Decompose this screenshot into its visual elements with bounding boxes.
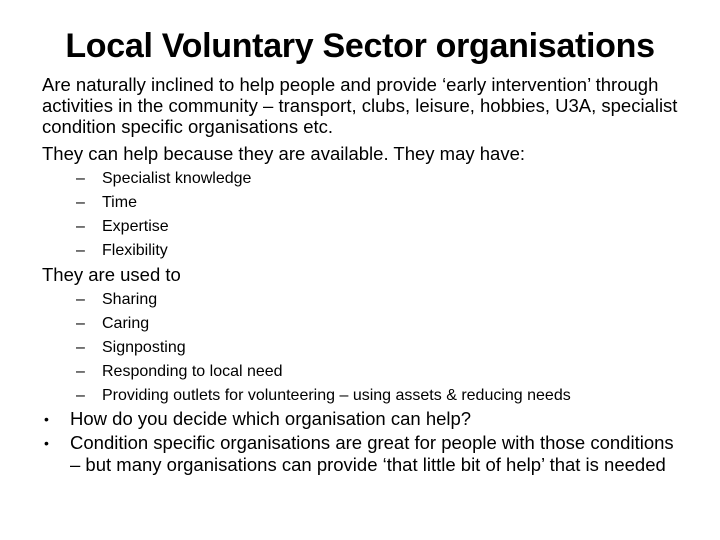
bullet-text: How do you decide which organisation can help? xyxy=(70,408,472,429)
intro-paragraph xyxy=(42,74,692,137)
list-item-label: Specialist knowledge xyxy=(102,170,252,187)
list-item xyxy=(76,215,696,239)
list-item-label: Sharing xyxy=(102,291,158,308)
dash-marker: – xyxy=(76,339,85,356)
list-item xyxy=(76,239,696,263)
may-have-list xyxy=(76,167,696,263)
list-item-label: Flexibility xyxy=(102,242,168,259)
dash-marker: – xyxy=(76,315,85,332)
dash-marker: – xyxy=(76,242,85,259)
dash-marker: – xyxy=(76,387,85,404)
list-item-label: Signposting xyxy=(102,339,186,356)
dash-marker: – xyxy=(76,170,85,187)
slide-title: Local Voluntary Sector organisations xyxy=(65,27,655,65)
list-item xyxy=(76,360,696,384)
list-item-label: Expertise xyxy=(102,218,169,235)
list-item-label: Caring xyxy=(102,315,150,332)
dash-marker: – xyxy=(76,363,85,380)
bullet-points xyxy=(44,408,684,478)
list-item xyxy=(76,167,696,191)
may-have-heading-text: They can help because they are available. They may have: xyxy=(42,143,526,164)
list-item-label: Providing outlets for volunteering – using assets & reducing needs xyxy=(102,387,571,404)
used-to-list xyxy=(76,288,696,408)
list-item xyxy=(76,288,696,312)
bullet-text: Condition specific organisations are great for people with those conditions – but many organisations can provide ‘that little bit of help’ that is needed xyxy=(70,432,674,475)
list-item xyxy=(76,336,696,360)
intro-text: Are naturally inclined to help people and provide ‘early intervention’ through activities in the community – transport, clubs, leisure, hobbies, U3A, specialist condition specific organisations etc. xyxy=(42,74,678,137)
used-to-heading-text: They are used to xyxy=(42,264,181,285)
list-item xyxy=(76,312,696,336)
dash-marker: – xyxy=(76,218,85,235)
bullet-item xyxy=(44,408,684,430)
list-item-label: Time xyxy=(102,194,137,211)
bullet-item xyxy=(44,432,684,476)
used-to-heading xyxy=(42,264,692,285)
list-item-label: Responding to local need xyxy=(102,363,283,380)
bullet-icon: • xyxy=(44,411,49,427)
list-item xyxy=(76,384,696,408)
dash-marker: – xyxy=(76,194,85,211)
dash-marker: – xyxy=(76,291,85,308)
bullet-icon: • xyxy=(44,435,49,451)
list-item xyxy=(76,191,696,215)
may-have-heading xyxy=(42,143,692,164)
